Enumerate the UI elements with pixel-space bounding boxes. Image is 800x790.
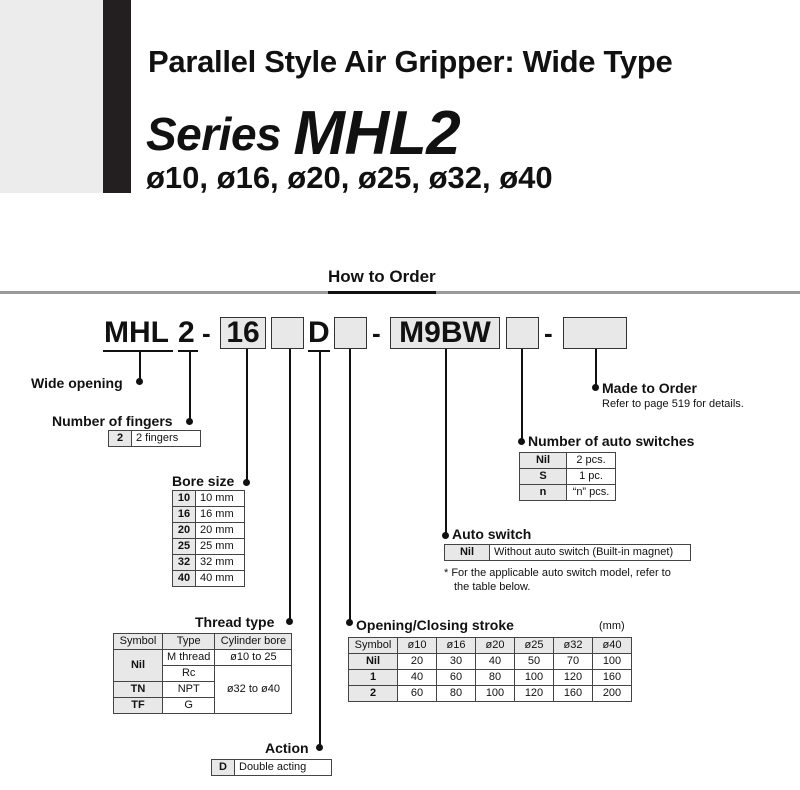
- stroke-cell: 100: [593, 654, 632, 670]
- leader-dot-auto-switch: [442, 532, 449, 539]
- code-dash-2: -: [372, 318, 381, 348]
- switch-count-key: n: [520, 485, 567, 501]
- action-label: Action: [265, 740, 309, 756]
- thread-type-m: M thread: [163, 650, 215, 666]
- code-box-made-to-order: [563, 317, 627, 349]
- leader-dot-bore: [243, 479, 250, 486]
- code-model-underline: [103, 350, 173, 352]
- table-row: [349, 686, 632, 702]
- code-box-bore: 16: [220, 317, 266, 349]
- thread-key-nil: Nil: [114, 650, 163, 682]
- stroke-cell: 160: [554, 686, 593, 702]
- thread-type-label: Thread type: [195, 614, 275, 630]
- stroke-header: Symbol: [349, 638, 398, 654]
- table-row: [114, 650, 292, 666]
- switch-count-value: 2 pcs.: [567, 453, 616, 469]
- stroke-cell: 120: [515, 686, 554, 702]
- stroke-cell: 60: [398, 686, 437, 702]
- table-row: [520, 469, 616, 485]
- auto-switch-value: Without auto switch (Built-in magnet): [490, 545, 691, 561]
- series-prefix: Series: [146, 108, 294, 160]
- leader-bore: [246, 349, 248, 482]
- action-table: [211, 759, 332, 776]
- thread-type-table: [113, 633, 292, 714]
- stroke-key: Nil: [349, 654, 398, 670]
- bore-key: 40: [173, 571, 196, 587]
- leader-dot-wide-opening: [136, 378, 143, 385]
- leader-dot-fingers: [186, 418, 193, 425]
- bore-key: 10: [173, 491, 196, 507]
- switch-count-value: “n” pcs.: [567, 485, 616, 501]
- stroke-header: ø40: [593, 638, 632, 654]
- action-key: D: [212, 760, 235, 776]
- leader-action: [319, 351, 321, 748]
- bore-value: 40 mm: [196, 571, 245, 587]
- wide-opening-label: Wide opening: [31, 375, 123, 391]
- made-to-order-note: Refer to page 519 for details.: [602, 398, 744, 410]
- stroke-cell: 50: [515, 654, 554, 670]
- table-row: [520, 453, 616, 469]
- leader-stroke: [349, 349, 351, 622]
- bore-key: 20: [173, 523, 196, 539]
- stroke-header: ø10: [398, 638, 437, 654]
- thread-header-symbol: Symbol: [114, 634, 163, 650]
- leader-fingers: [189, 351, 191, 421]
- leader-dot-thread: [286, 618, 293, 625]
- code-dash-3: -: [544, 318, 553, 348]
- code-fingers-underline: [178, 350, 198, 352]
- bore-key: 25: [173, 539, 196, 555]
- auto-switch-table: [444, 544, 691, 561]
- stroke-cell: 80: [437, 686, 476, 702]
- table-row: [445, 545, 691, 561]
- stroke-cell: 70: [554, 654, 593, 670]
- stroke-key: 1: [349, 670, 398, 686]
- stroke-cell: 20: [398, 654, 437, 670]
- switch-count-value: 1 pc.: [567, 469, 616, 485]
- stroke-key: 2: [349, 686, 398, 702]
- header-accent-bar: [103, 0, 131, 193]
- stroke-cell: 160: [593, 670, 632, 686]
- section-title: How to Order: [328, 267, 436, 294]
- switch-count-key: S: [520, 469, 567, 485]
- leader-auto-switch: [445, 349, 447, 535]
- stroke-cell: 200: [593, 686, 632, 702]
- auto-switch-label: Auto switch: [452, 526, 532, 542]
- stroke-header: ø32: [554, 638, 593, 654]
- code-fingers: 2: [178, 316, 195, 349]
- leader-dot-stroke: [346, 619, 353, 626]
- thread-header-bore: Cylinder bore: [215, 634, 292, 650]
- bore-value: 10 mm: [196, 491, 245, 507]
- stroke-cell: 30: [437, 654, 476, 670]
- code-model: MHL: [104, 316, 169, 349]
- table-row: [173, 539, 245, 555]
- leader-thread: [289, 349, 291, 621]
- leader-dot-switch-count: [518, 438, 525, 445]
- table-row: [212, 760, 332, 776]
- leader-switch-count: [521, 349, 523, 442]
- stroke-label: Opening/Closing stroke: [356, 617, 514, 633]
- bore-value: 32 mm: [196, 555, 245, 571]
- table-row: [349, 638, 632, 654]
- auto-switch-key: Nil: [445, 545, 490, 561]
- thread-bore-large: ø32 to ø40: [215, 666, 292, 714]
- fingers-table: [108, 430, 201, 447]
- thread-type-g: G: [163, 698, 215, 714]
- switch-count-key: Nil: [520, 453, 567, 469]
- bore-key: 16: [173, 507, 196, 523]
- stroke-cell: 100: [515, 670, 554, 686]
- auto-switch-note: * For the applicable auto switch model, refer to: [444, 567, 671, 579]
- bore-value: 16 mm: [196, 507, 245, 523]
- series-title: [146, 94, 461, 168]
- code-dash-1: -: [202, 318, 211, 348]
- made-to-order-label: Made to Order: [602, 380, 697, 396]
- bore-value: 20 mm: [196, 523, 245, 539]
- stroke-cell: 120: [554, 670, 593, 686]
- code-box-switch: M9BW: [390, 317, 500, 349]
- stroke-cell: 40: [398, 670, 437, 686]
- code-box-switch-count: [506, 317, 539, 349]
- thread-key-tn: TN: [114, 682, 163, 698]
- table-row: [520, 485, 616, 501]
- thread-type-rc: Rc: [163, 666, 215, 682]
- series-name: MHL2: [293, 99, 461, 168]
- table-row: [114, 634, 292, 650]
- stroke-cell: 40: [476, 654, 515, 670]
- fingers-key: 2: [109, 431, 132, 447]
- code-box-stroke: [334, 317, 367, 349]
- switch-count-label: Number of auto switches: [528, 433, 695, 449]
- table-row: [173, 507, 245, 523]
- bore-key: 32: [173, 555, 196, 571]
- leader-wide-opening: [139, 351, 141, 381]
- leader-dot-action: [316, 744, 323, 751]
- stroke-header: ø20: [476, 638, 515, 654]
- thread-bore-small: ø10 to 25: [215, 650, 292, 666]
- thread-type-npt: NPT: [163, 682, 215, 698]
- table-row: [173, 571, 245, 587]
- leader-made-to-order: [595, 349, 597, 387]
- stroke-cell: 80: [476, 670, 515, 686]
- switch-count-table: [519, 452, 616, 501]
- action-value: Double acting: [235, 760, 332, 776]
- table-row: [349, 654, 632, 670]
- leader-dot-made-to-order: [592, 384, 599, 391]
- stroke-table: [348, 637, 632, 702]
- fingers-label: Number of fingers: [52, 413, 173, 429]
- bore-size-label: Bore size: [172, 473, 235, 489]
- stroke-header: ø16: [437, 638, 476, 654]
- thread-key-tf: TF: [114, 698, 163, 714]
- table-row: [173, 555, 245, 571]
- thread-header-type: Type: [163, 634, 215, 650]
- code-box-thread: [271, 317, 304, 349]
- table-row: [109, 431, 201, 447]
- auto-switch-note-2: the table below.: [454, 581, 531, 593]
- header-grey-block: [0, 0, 103, 193]
- fingers-value: 2 fingers: [132, 431, 201, 447]
- bore-size-table: [172, 490, 245, 587]
- table-row: [173, 523, 245, 539]
- table-row: [349, 670, 632, 686]
- stroke-header: ø25: [515, 638, 554, 654]
- bore-value: 25 mm: [196, 539, 245, 555]
- code-action: D: [308, 316, 330, 349]
- stroke-unit: (mm): [599, 620, 625, 632]
- bore-sizes: ø10, ø16, ø20, ø25, ø32, ø40: [146, 160, 553, 195]
- page-title: Parallel Style Air Gripper: Wide Type: [148, 44, 673, 79]
- stroke-cell: 100: [476, 686, 515, 702]
- stroke-cell: 60: [437, 670, 476, 686]
- table-row: [173, 491, 245, 507]
